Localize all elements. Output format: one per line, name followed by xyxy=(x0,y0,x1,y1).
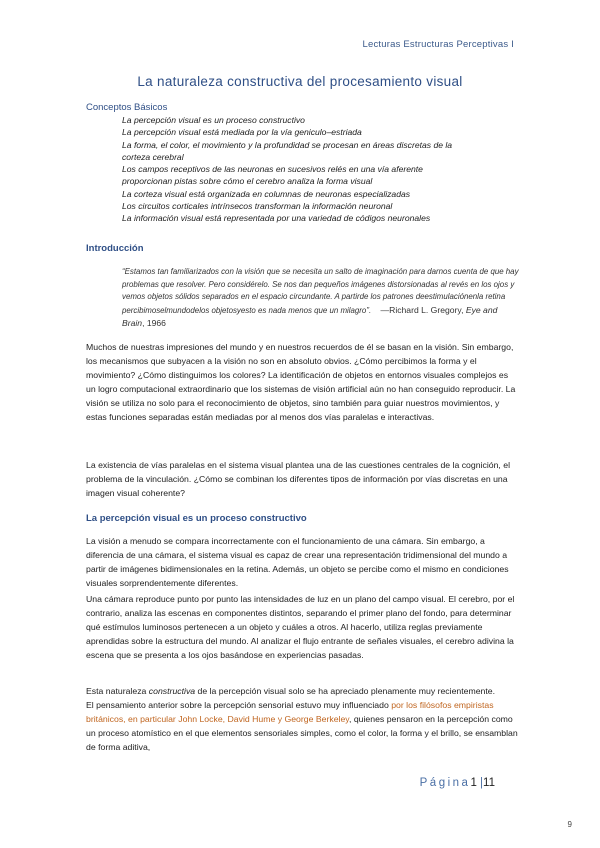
paragraph-3: La visión a menudo se compara incorrectamente con el funcionamiento de una cámara. Sin embargo, a diferencia de una cámara, el sistema visual es capaz de crear una representación tridimensional del mundo a partir de imágenes bidimensionales en la retina. Además, un objeto se percibe como el mismo en condiciones visuales sorprendentemente diferentes. xyxy=(86,536,509,588)
concept-item: proporcionan pistas sobre cómo el cerebro analiza la forma visual xyxy=(122,176,373,187)
p6-text-end: , quienes pensaron en la percepción como un proceso atomístico en el que elementos sensoriales simples, como el color, la forma y el brillo, se ensamblan de forma aditiva, xyxy=(86,714,518,752)
p6-text: El pensamiento anterior sobre la percepción sensorial estuvo muy influenciado xyxy=(86,700,392,710)
running-header: Lecturas Estructuras Perceptivas I xyxy=(362,39,514,50)
introduction-heading: Introducción xyxy=(86,243,144,254)
paragraph-4: Una cámara reproduce punto por punto las intensidades de luz en un plano del campo visual. El cerebro, por el contrario, analiza las escenas en componentes distintos, separando el primer plano del fondo, para determinar qué estímulos luminosos pertenecen a un objeto y cuáles a otros. Al hacerlo, utiliza reglas previamente aprendidas sobre la estructura del mundo. Al analizar el flujo entrante de señales visuales, el cerebro adivina la escena que se presenta a los ojos basándose en experiencias pasadas. xyxy=(86,594,515,660)
p5-italic: constructiva xyxy=(148,686,196,696)
document-title: La naturaleza constructiva del procesamiento visual xyxy=(137,74,463,89)
page-word: Página xyxy=(419,777,471,789)
basic-concepts-list xyxy=(122,114,522,225)
basic-concepts-heading: Conceptos Básicos xyxy=(86,102,168,113)
concept-item: La percepción visual está mediada por la vía geniculo–estriada xyxy=(122,127,362,138)
concept-item: La forma, el color, el movimiento y la profundidad se procesan en áreas discretas de la xyxy=(122,139,453,150)
p5-text-end: de la percepción visual solo se ha apreciado plenamente muy recientemente. xyxy=(195,686,496,696)
page-number: 1 xyxy=(470,777,477,789)
paragraph-5 xyxy=(86,684,518,698)
paragraph-6 xyxy=(86,698,518,754)
page-footer xyxy=(420,777,495,789)
page-separator: | xyxy=(476,777,484,789)
epigraph-quote xyxy=(122,266,522,331)
p6-highlight: por los filósofos empiristas británicos, en particular John Locke, David Hume y George Berkeley xyxy=(86,700,494,724)
quote-year: , 1966 xyxy=(142,318,166,328)
page-total: 11 xyxy=(483,777,495,789)
paragraph-1: Muchos de nuestras impresiones del mundo y en nuestros recuerdos de él se basan en la visión. Sin embargo, los mecanismos que subyacen a la visión no son en absoluto obvios. ¿Cómo percibimos la forma y el movimiento? ¿Cómo distinguimos los colores? La identificación de objetos en entornos visuales complejos es un logro computacional extraordinario que los sistemas de visión artificial aún no han conseguido reproducir. La visión se utiliza no solo para el reconocimiento de objetos, sino también para guiar nuestros movimientos, y estas funciones separadas están mediadas por al menos dos vías paralelas e interactivas. xyxy=(86,342,516,422)
concept-item: corteza cerebral xyxy=(122,151,184,162)
sheet-number: 9 xyxy=(567,820,572,829)
section-heading: La percepción visual es un proceso constructivo xyxy=(86,513,307,524)
quote-text: “Estamos tan familiarizados con la visión que se necesita un salto de imaginación para darnos cuenta de que hay problemas que resolver. Pero considérelo. Se nos dan pequeños imágenes distorsionadas al revés en los ojos y vemos objetos sólidos separados en el espacio circundante. A partirde los patrones deestimulaciónenla retina percibimoselmundodelos objetosyesto es nada menos que un milagro”. xyxy=(122,267,519,315)
concept-item: Los circuitos corticales intrínsecos transforman la información neuronal xyxy=(122,201,393,212)
p5-text: Esta naturaleza xyxy=(86,686,149,696)
concept-item: La información visual está representada por una variedad de códigos neuronales xyxy=(122,213,431,224)
quote-author: —Richard L. Gregory, xyxy=(380,304,464,315)
paragraph-2: La existencia de vías paralelas en el sistema visual plantea una de las cuestiones centrales de la cognición, el problema de la vinculación. ¿Cómo se combinan los diferentes tipos de información por vías discretas en una imagen visual coherente? xyxy=(86,460,511,498)
concept-item: Los campos receptivos de las neuronas en sucesivos relés en una vía aferente xyxy=(122,164,423,175)
concept-item: La corteza visual está organizada en columnas de neuronas especializadas xyxy=(122,188,411,199)
concept-item: La percepción visual es un proceso constructivo xyxy=(122,115,305,125)
quote-book: Eye and Brain xyxy=(122,304,498,328)
